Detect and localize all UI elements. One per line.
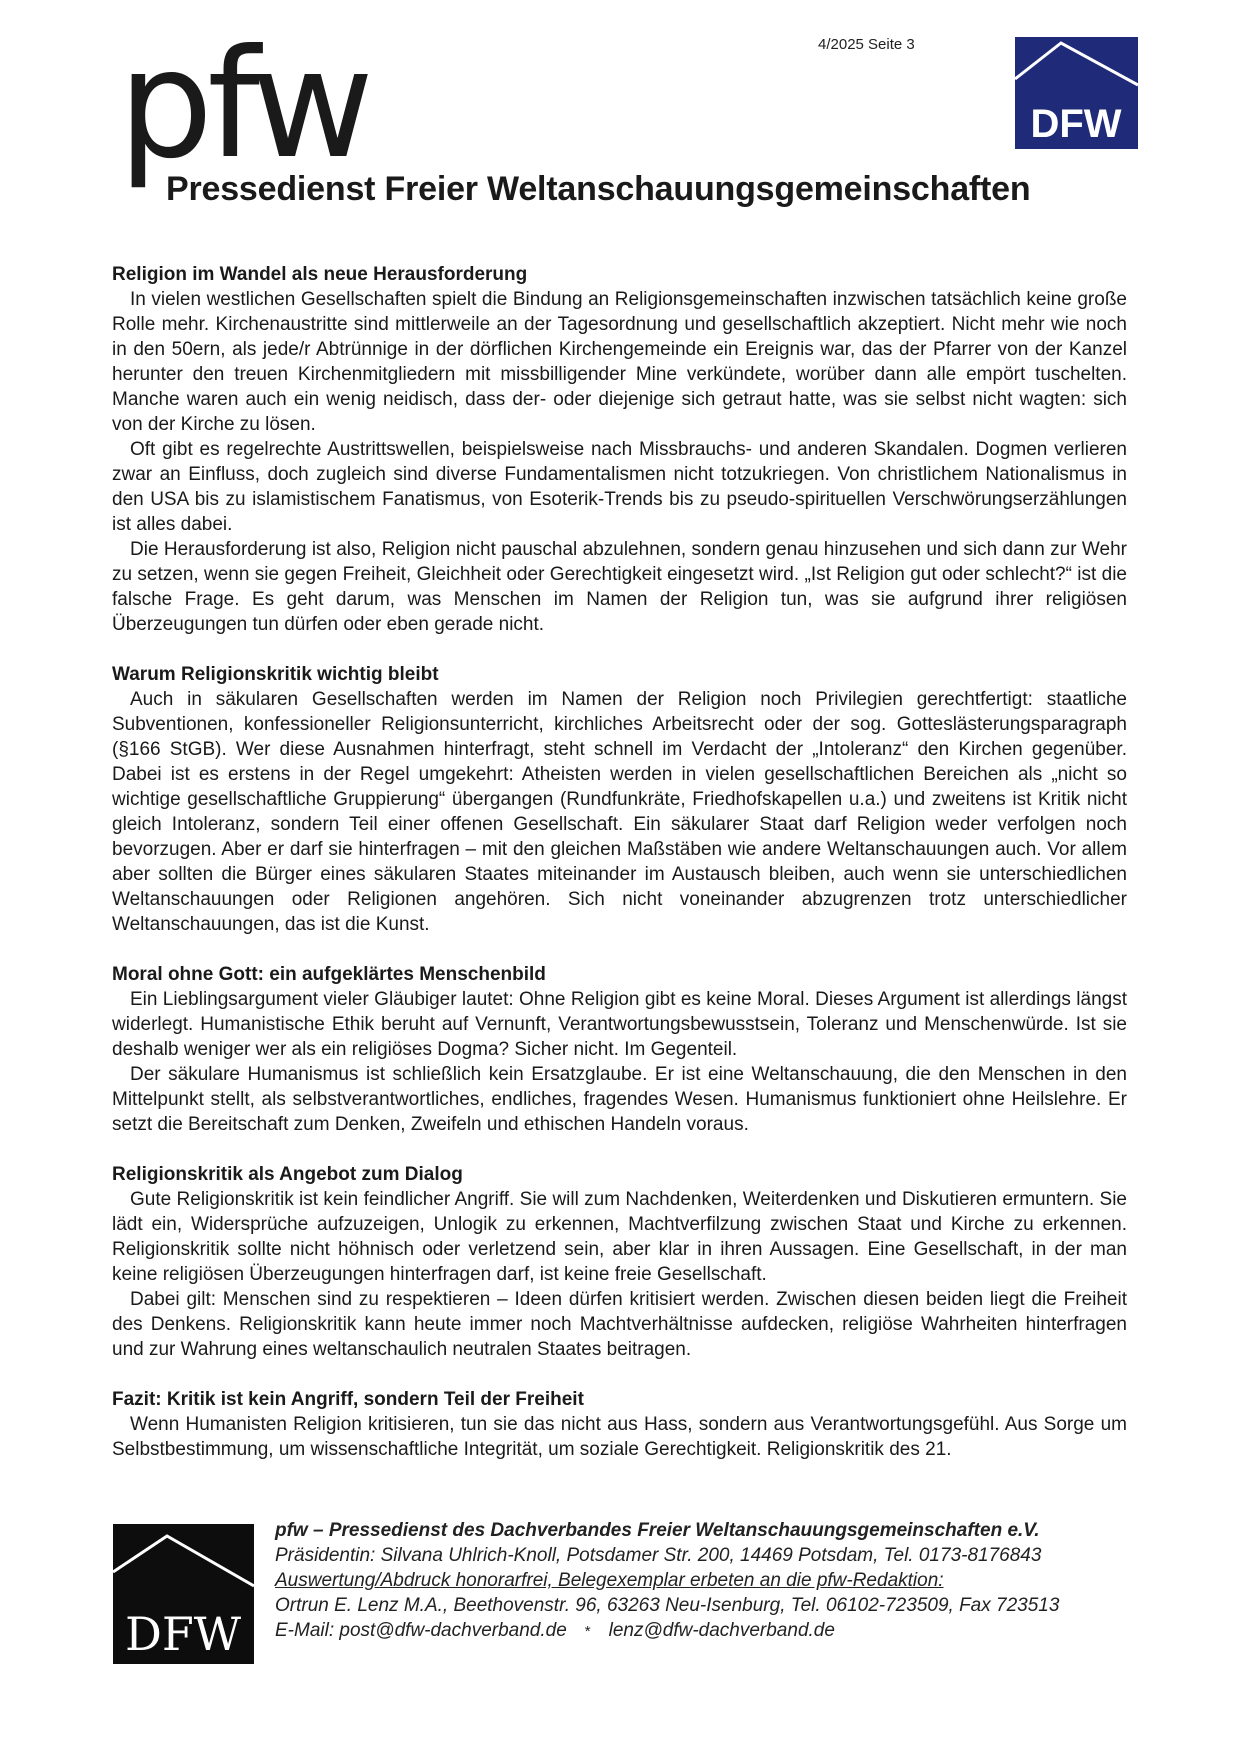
house-roof-icon	[113, 1524, 254, 1664]
separator-asterisk: *	[584, 1623, 591, 1640]
section-heading: Warum Religionskritik wichtig bleibt	[112, 664, 439, 685]
paragraph: Die Herausforderung ist also, Religion nicht pauschal abzulehnen, sondern genau hinzusehen und sich dann zur Wehr zu setzen, wenn sie gegen Freiheit, Gleichheit oder Gerechtigkeit eingesetzt wird. „Ist Religion gut oder schlecht?“ ist die falsche Frage. Es geht darum, was Menschen im Namen der Religion tun, was sie aufgrund ihrer religiösen Überzeugungen tun dürfen oder eben gerade nicht.	[112, 539, 1127, 635]
section	[112, 662, 1127, 937]
section	[112, 1162, 1127, 1362]
imprint-organization: pfw – Pressedienst des Dachverbandes Freier Weltanschauungsgemeinschaften e.V.	[275, 1520, 1040, 1541]
imprint-editor: Ortrun E. Lenz M.A., Beethovenstr. 96, 63263 Neu-Isenburg, Tel. 06102-723509, Fax 723513	[275, 1595, 1060, 1616]
section-heading: Moral ohne Gott: ein aufgeklärtes Menschenbild	[112, 964, 546, 985]
section-heading: Fazit: Kritik ist kein Angriff, sondern Teil der Freiheit	[112, 1389, 584, 1410]
paragraph: Der säkulare Humanismus ist schließlich kein Ersatzglaube. Er ist eine Weltanschauung, die den Menschen in den Mittelpunkt stellt, als selbstverantwortliches, endliches, fragendes Wesen. Humanismus funktioniert ohne Heilslehre. Er setzt die Bereitschaft zum Denken, Zweifeln und ethischen Handeln voraus.	[112, 1064, 1127, 1135]
paragraph: Auch in säkularen Gesellschaften werden im Namen der Religion noch Privilegien gerechtfertigt: staatliche Subventionen, konfessioneller Religionsunterricht, kirchliches Arbeitsrecht oder der sog. Gotteslästerungsparagraph (§166 StGB). Wer diese Ausnahmen hinterfragt, steht schnell im Verdacht der „Intoleranz“ den Kirchen gegenüber. Dabei ist es erstens in der Regel umgekehrt: Atheisten werden in vielen gesellschaftlichen Bereichen als „nicht so wichtige gesellschaftliche Gruppierung“ übergangen (Rundfunkräte, Friedhofskapellen u.a.) und zweitens ist Kritik nicht gleich Intoleranz, sondern Teil einer offenen Gesellschaft. Ein säkularer Staat darf Religion weder verfolgen noch bevorzugen. Aber er darf sie hinterfragen – mit den gleichen Maßstäben wie andere Weltanschauungen auch. Vor allem aber sollten die Bürger eines säkularen Staates miteinander im Austausch bleiben, auch wenn sie unterschiedlichen Weltanschauungen oder Religionen angehören. Sich nicht voneinander abzugrenzen trotz unterschiedlicher Weltanschauungen, das ist die Kunst.	[112, 689, 1127, 935]
dfw-footer-logo	[113, 1524, 254, 1664]
brand-logo-text: pfw	[118, 18, 369, 192]
section	[112, 962, 1127, 1137]
paragraph: Ein Lieblingsargument vieler Gläubiger lautet: Ohne Religion gibt es keine Moral. Dieses Argument ist allerdings längst widerlegt. Humanistische Ethik beruht auf Vernunft, Verantwortungsbewusstsein, Toleranz und Menschenwürde. Ist sie deshalb weniger wer als ein religiöses Dogma? Sicher nicht. Im Gegenteil.	[112, 989, 1127, 1060]
paragraph: Dabei gilt: Menschen sind zu respektieren – Ideen dürfen kritisiert werden. Zwischen diesen beiden liegt die Freiheit des Denkens. Religionskritik kann heute immer noch Machtverhältnisse aufdecken, religiöse Wahrheiten hinterfragen und zur Wahrung eines weltanschaulich neutralen Staates beitragen.	[112, 1289, 1127, 1360]
imprint-email-line	[275, 1618, 1135, 1644]
paragraph: Wenn Humanisten Religion kritisieren, tun sie das nicht aus Hass, sondern aus Verantwortungsgefühl. Aus Sorge um Selbstbestimmung, um wissenschaftliche Integrität, um soziale Gerechtigkeit. Religionskritik des 21.	[112, 1414, 1127, 1460]
section-heading: Religionskritik als Angebot zum Dialog	[112, 1164, 463, 1185]
logo-text: DFW	[1030, 102, 1122, 146]
paragraph: In vielen westlichen Gesellschaften spielt die Bindung an Religionsgemeinschaften inzwischen tatsächlich keine große Rolle mehr. Kirchenaustritte sind mittlerweile an der Tagesordnung und gesellschaftlich akzeptiert. Nicht mehr wie noch in den 50ern, als jede/r Abtrünnige in der dörflichen Kirchengemeinde ein Ereignis war, das der Pfarrer von der Kanzel herunter den treuen Kirchenmitgliedern mit missbilligender Mine verkündete, worüber dann alle empört tuschelten. Manche waren auch ein wenig neidisch, dass der- oder diejenige sich getraut hatte, was sie selbst nicht wagten: sich von der Kirche zu lösen.	[112, 289, 1127, 435]
imprint-reprint-note: Auswertung/Abdruck honorarfrei, Belegexemplar erbeten an die pfw-Redaktion:	[275, 1570, 944, 1591]
section-heading: Religion im Wandel als neue Herausforderung	[112, 264, 528, 285]
logo-text: DFW	[124, 1607, 242, 1661]
imprint-president: Präsidentin: Silvana Uhlrich-Knoll, Potsdamer Str. 200, 14469 Potsdam, Tel. 0173-8176843	[275, 1545, 1042, 1566]
email-link[interactable]: E-Mail: post@dfw-dachverband.de	[275, 1620, 567, 1641]
publication-subtitle: Pressedienst Freier Weltanschauungsgemeinschaften	[166, 170, 1031, 208]
house-roof-icon	[1015, 37, 1138, 149]
dfw-logo	[1015, 37, 1138, 149]
email-link-2[interactable]: lenz@dfw-dachverband.de	[608, 1620, 835, 1641]
article	[112, 262, 1127, 1487]
imprint	[275, 1518, 1135, 1644]
section	[112, 262, 1127, 637]
section	[112, 1387, 1127, 1462]
paragraph: Gute Religionskritik ist kein feindlicher Angriff. Sie will zum Nachdenken, Weiterdenken und Diskutieren ermuntern. Sie lädt ein, Widersprüche aufzuzeigen, Unlogik zu erkennen, Machtverfilzung zwischen Staat und Kirche zu erkennen. Religionskritik sollte nicht höhnisch oder verletzend sein, aber klar in ihren Aussagen. Eine Gesellschaft, in der man keine religiösen Überzeugungen hinterfragen darf, ist keine freie Gesellschaft.	[112, 1189, 1127, 1285]
paragraph: Oft gibt es regelrechte Austrittswellen, beispielsweise nach Missbrauchs- und anderen Skandalen. Dogmen verlieren zwar an Einfluss, doch zugleich sind diverse Fundamentalismen nicht totzukriegen. Von christlichem Nationalismus in den USA bis zu islamistischem Fanatismus, von Esoterik-Trends bis zu pseudo-spirituellen Verschwörungserzählungen ist alles dabei.	[112, 439, 1127, 535]
issue-page-label: 4/2025 Seite 3	[818, 36, 915, 53]
